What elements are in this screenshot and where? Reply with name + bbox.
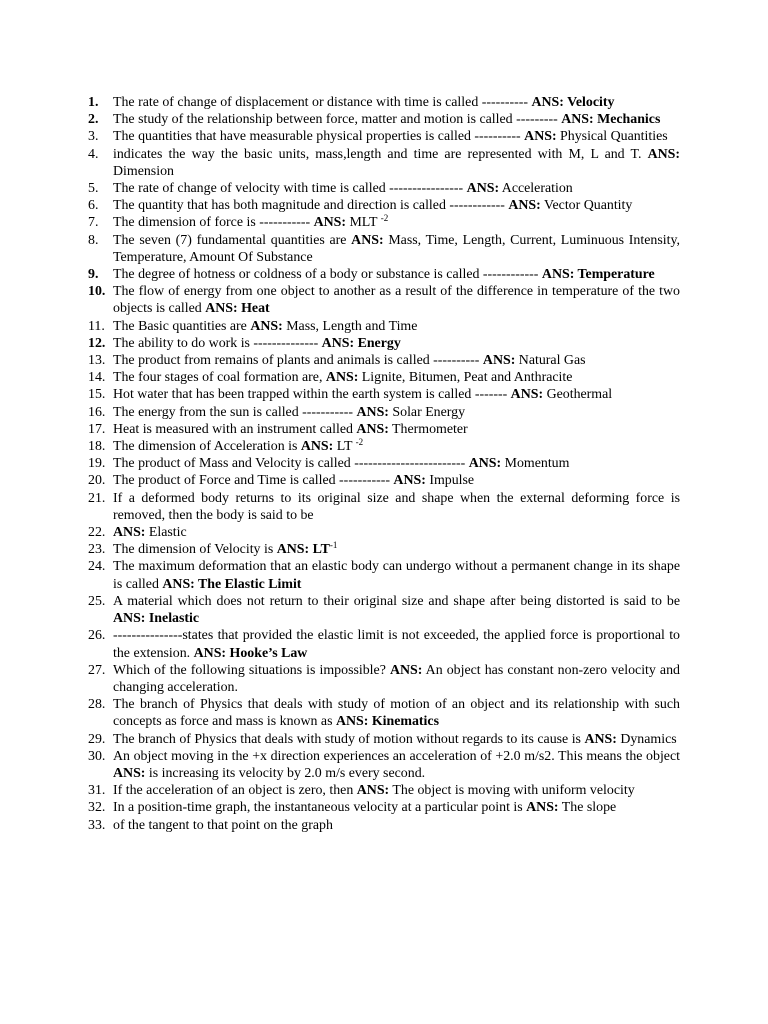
question-item (88, 662, 680, 696)
question-item (88, 455, 680, 472)
question-text: The four stages of coal formation are, (113, 370, 326, 386)
question-item (88, 404, 680, 421)
question-item (88, 386, 680, 403)
question-number: 30. (88, 748, 106, 764)
answer-value: Natural Gas (515, 353, 586, 369)
question-item (88, 524, 680, 541)
answer-value: Mass, Time, Length, Current, Luminuous Intensity, Temperature, Amount Of Substance (113, 232, 680, 265)
question-text: The ability to do work is -------------- (113, 335, 322, 351)
question-number: 5. (88, 181, 99, 197)
question-item (88, 593, 680, 627)
answer-value: Acceleration (499, 181, 573, 197)
question-text: The rate of change of displacement or distance with time is called ---------- (113, 95, 532, 110)
answer-label: ANS: (510, 387, 544, 403)
question-text: Heat is measured with an instrument called (113, 421, 357, 437)
answer-label: ANS: (561, 112, 594, 128)
answer-value: Vector Quantity (540, 198, 633, 214)
question-text: In a position-time graph, the instantaneous velocity at a particular point is (113, 800, 527, 816)
answer-value: The Elastic Limit (194, 576, 302, 592)
answer-label: ANS: (335, 714, 369, 730)
question-item (88, 111, 680, 128)
answer-exponent: -2 (380, 213, 389, 224)
answer-value: is increasing its velocity by 2.0 m/s every second. (145, 765, 426, 781)
question-text: A material which does not return to their original size and shape after being distorted is said to be (113, 593, 680, 609)
answer-label: ANS: (205, 301, 238, 317)
question-number: 29. (88, 731, 106, 747)
question-number: 32. (88, 800, 106, 816)
answer-value: Dynamics (616, 731, 677, 747)
question-item (88, 472, 680, 489)
answer-label: ANS: (356, 783, 390, 799)
question-text: ---------------states that provided the elastic limit is not exceeded, the applied force is proportional to the extension. (113, 628, 680, 661)
answer-value: Impulse (425, 473, 475, 489)
question-number: 23. (88, 542, 106, 558)
question-item (88, 128, 680, 145)
answer-label: ANS: (250, 318, 283, 334)
answer-label: ANS: (356, 404, 389, 420)
question-number: 10. (88, 284, 106, 300)
question-text: The dimension of Velocity is (113, 542, 277, 558)
question-text: of the tangent to that point on the graph (113, 817, 333, 833)
answer-label: ANS: (313, 215, 346, 231)
question-text: The quantities that have measurable physical properties is called ---------- (113, 129, 525, 145)
question-item (88, 94, 680, 111)
answer-value: LT (333, 439, 356, 455)
answer-value: Kinematics (368, 714, 439, 730)
answer-label: ANS: (321, 335, 355, 351)
answer-label: ANS: (113, 525, 146, 541)
answer-value: Temperature (574, 267, 655, 283)
question-number: 13. (88, 353, 106, 369)
answer-value: LT (309, 542, 330, 558)
answer-value: Velocity (563, 95, 615, 110)
question-number: 12. (88, 335, 106, 351)
answer-label: ANS: (276, 542, 310, 558)
question-number: 21. (88, 490, 106, 506)
question-number: 3. (88, 129, 99, 145)
answer-label: ANS: (300, 439, 334, 455)
question-item (88, 490, 680, 524)
answer-label: ANS: (389, 662, 423, 678)
question-item (88, 817, 680, 834)
question-text: The quantity that has both magnitude and direction is called ------------ (113, 198, 509, 214)
question-number: 16. (88, 404, 106, 420)
answer-label: ANS: (351, 232, 384, 248)
answer-exponent: -2 (355, 437, 364, 448)
answer-value: Solar Energy (388, 404, 466, 420)
question-number: 9. (88, 267, 99, 283)
question-text: The seven (7) fundamental quantities are (113, 232, 352, 248)
answer-label: ANS: (113, 765, 146, 781)
question-number: 19. (88, 456, 106, 472)
question-text: The energy from the sun is called ----------- (113, 404, 357, 420)
question-text: The branch of Physics that deals with study of motion of an object and its relationship with such concepts as force and mass is known as (113, 697, 680, 730)
question-text: The product from remains of plants and animals is called ---------- (113, 353, 483, 369)
question-list (88, 94, 680, 834)
question-number: 18. (88, 439, 106, 455)
answer-value: The object is moving with uniform velocity (389, 783, 635, 799)
question-text: The flow of energy from one object to another as a result of the difference in temperature of the two objects is called (113, 284, 680, 317)
question-text: The maximum deformation that an elastic body can undergo without a permanent change in its shape is called (113, 559, 680, 592)
question-number: 22. (88, 525, 106, 541)
answer-label: ANS: (584, 731, 617, 747)
answer-value: Geothermal (543, 387, 613, 403)
answer-value: Heat (237, 301, 270, 317)
question-text: The product of Mass and Velocity is called ------------------------ (113, 456, 469, 472)
answer-value: Momentum (501, 456, 570, 472)
question-number: 15. (88, 387, 106, 403)
question-number: 17. (88, 421, 106, 437)
question-text: The Basic quantities are (113, 318, 251, 334)
question-item (88, 799, 680, 816)
question-text: An object moving in the +x direction experiences an acceleration of +2.0 m/s2. This means the object (113, 748, 680, 764)
question-item (88, 232, 680, 266)
answer-label: ANS: (531, 95, 564, 110)
question-text: The branch of Physics that deals with study of motion without regards to its cause is (113, 731, 585, 747)
answer-label: ANS: (526, 800, 559, 816)
question-number: 4. (88, 146, 99, 162)
question-number: 28. (88, 697, 106, 713)
question-number: 26. (88, 628, 106, 644)
answer-value: MLT (345, 215, 381, 231)
question-text: indicates the way the basic units, mass,length and time are represented with M, L and T. (113, 146, 648, 162)
question-item (88, 352, 680, 369)
question-text: The rate of change of velocity with time is called ---------------- (113, 181, 467, 197)
question-number: 8. (88, 232, 99, 248)
answer-label: ANS: (325, 370, 359, 386)
answer-value: Mechanics (593, 112, 661, 128)
answer-label: ANS: (466, 181, 500, 197)
question-item (88, 541, 680, 558)
question-text: The dimension of force is ----------- (113, 215, 314, 231)
question-item (88, 558, 680, 592)
question-item (88, 748, 680, 782)
answer-value: Elastic (145, 525, 187, 541)
answer-label: ANS: (508, 198, 541, 214)
question-item (88, 335, 680, 352)
question-number: 7. (88, 215, 99, 231)
question-item (88, 696, 680, 730)
answer-value: Energy (354, 335, 401, 351)
question-text: If a deformed body returns to its original size and shape when the external deforming force is removed, then the body is said to be (113, 490, 680, 523)
answer-label: ANS: (468, 456, 502, 472)
answer-label: ANS: (541, 267, 575, 283)
question-item (88, 266, 680, 283)
question-text: The degree of hotness or coldness of a body or substance is called ------------ (113, 267, 542, 283)
question-item (88, 627, 680, 661)
question-item (88, 283, 680, 317)
answer-value: The slope (558, 800, 617, 816)
answer-value: An object has constant non-zero velocity and changing acceleration. (113, 662, 680, 695)
question-text: The product of Force and Time is called ----------- (113, 473, 394, 489)
question-number: 27. (88, 662, 106, 678)
question-text: The dimension of Acceleration is (113, 439, 301, 455)
answer-value: Hooke’s Law (226, 645, 308, 661)
answer-label: ANS: (113, 611, 146, 627)
answer-label: ANS: (482, 353, 516, 369)
answer-value: Physical Quantities (556, 129, 668, 145)
answer-value: Mass, Length and Time (282, 318, 418, 334)
answer-value: Inelastic (145, 611, 200, 627)
question-item (88, 782, 680, 799)
question-number: 11. (88, 318, 105, 334)
question-number: 1. (88, 95, 99, 110)
answer-value: Lignite, Bitumen, Peat and Anthracite (358, 370, 573, 386)
question-item (88, 438, 680, 455)
question-text: Hot water that has been trapped within the earth system is called ------- (113, 387, 511, 403)
question-item (88, 421, 680, 438)
answer-label: ANS: (393, 473, 426, 489)
answer-exponent: -1 (329, 540, 338, 551)
answer-label: ANS: (356, 421, 389, 437)
question-number: 33. (88, 817, 106, 833)
answer-label: ANS: (193, 645, 227, 661)
question-text: If the acceleration of an object is zero, then (113, 783, 357, 799)
question-item (88, 146, 680, 180)
question-number: 25. (88, 593, 106, 609)
question-number: 6. (88, 198, 99, 214)
question-item (88, 197, 680, 214)
question-item (88, 369, 680, 386)
question-number: 31. (88, 783, 106, 799)
question-item (88, 731, 680, 748)
answer-label: ANS: (647, 146, 680, 162)
question-number: 24. (88, 559, 106, 575)
question-number: 14. (88, 370, 106, 386)
question-item (88, 318, 680, 335)
answer-label: ANS: (524, 129, 557, 145)
question-number: 20. (88, 473, 106, 489)
question-text: The study of the relationship between force, matter and motion is called --------- (113, 112, 562, 128)
question-number: 2. (88, 112, 99, 128)
answer-value: Dimension (113, 163, 174, 179)
answer-value: Thermometer (388, 421, 468, 437)
question-item (88, 180, 680, 197)
question-text: Which of the following situations is impossible? (113, 662, 390, 678)
question-item (88, 214, 680, 231)
answer-label: ANS: (162, 576, 195, 592)
